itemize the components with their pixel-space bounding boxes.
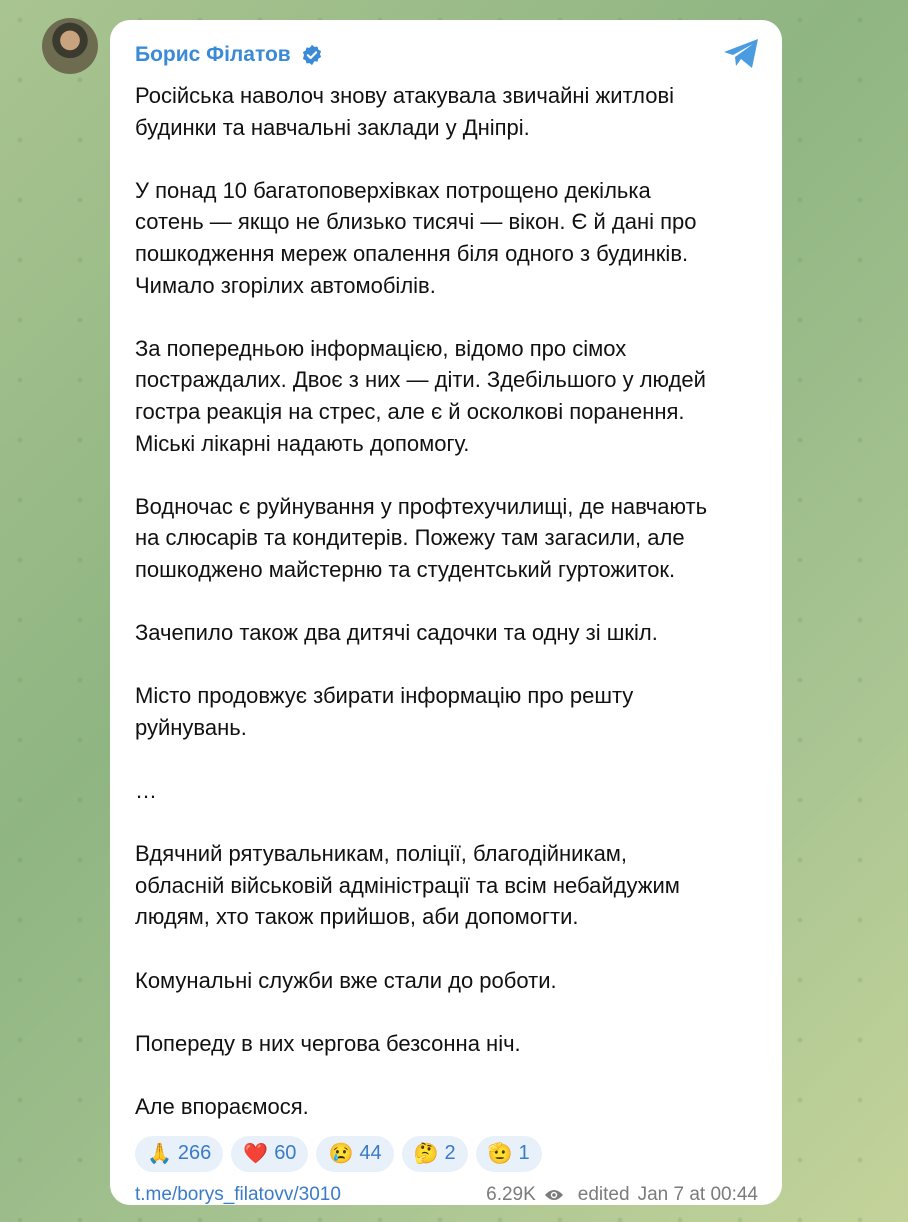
text-line: руйнувань.: [135, 714, 247, 740]
text-line: Місто продовжує збирати інформацію про решту: [135, 683, 634, 709]
message-paragraph: [135, 838, 758, 933]
text-line: пошкоджено майстерню та студентський гуртожиток.: [135, 556, 676, 582]
message-paragraph: [135, 775, 758, 807]
message-paragraph: [135, 965, 758, 997]
share-telegram-icon[interactable]: [722, 38, 760, 70]
eye-icon: [544, 1188, 564, 1202]
message-paragraph: [135, 617, 758, 649]
reaction-button[interactable]: [316, 1136, 393, 1172]
reaction-count: 2: [444, 1142, 456, 1165]
edited-label: edited: [577, 1183, 630, 1205]
message-paragraph: [135, 1028, 758, 1060]
verified-badge-icon: [301, 44, 323, 66]
text-line: гостра реакція на стрес, але є й осколкові поранення.: [135, 398, 685, 424]
reaction-button[interactable]: [135, 1136, 223, 1172]
message-bubble: [110, 20, 782, 1205]
text-line: Міські лікарні надають допомогу.: [135, 430, 470, 456]
text-line: пошкодження мереж опалення біля одного з будинків.: [135, 240, 689, 266]
text-line: Комунальні служби вже стали до роботи.: [135, 967, 557, 993]
message-date: Jan 7 at 00:44: [637, 1183, 758, 1205]
channel-avatar[interactable]: [42, 18, 98, 74]
reaction-count: 266: [177, 1142, 212, 1165]
message-meta: [486, 1184, 758, 1206]
text-line: Чимало згорілих автомобілів.: [135, 272, 436, 298]
text-line: сотень — якщо не близько тисячі — вікон. Є й дані про: [135, 209, 697, 235]
reaction-emoji-icon: 🫡: [487, 1143, 513, 1166]
reaction-button[interactable]: [402, 1136, 468, 1172]
reaction-emoji-icon: 🤔: [413, 1143, 439, 1166]
reaction-count: 1: [518, 1142, 530, 1165]
text-line: Але впораємося.: [135, 1094, 309, 1119]
reaction-button[interactable]: [231, 1136, 308, 1172]
reaction-count: 44: [359, 1142, 382, 1165]
message-paragraph: [135, 491, 758, 586]
reaction-emoji-icon: 😢: [328, 1143, 354, 1166]
message-paragraph: [135, 1091, 758, 1123]
reaction-emoji-icon: ❤️: [243, 1143, 269, 1166]
text-line: обласній військовій адміністрації та всім небайдужим: [135, 872, 680, 898]
reactions-bar: [135, 1136, 758, 1172]
reaction-emoji-icon: 🙏: [147, 1143, 172, 1166]
channel-name[interactable]: Борис Філатов: [135, 43, 291, 66]
message-paragraph: [135, 80, 758, 143]
text-line: За попередньою інформацією, відомо про сімох: [135, 335, 627, 361]
message-text: [135, 80, 758, 1123]
text-line: людям, хто також прийшов, аби допомогти.: [135, 904, 579, 930]
text-line: будинки та навчальні заклади у Дніпрі.: [135, 114, 530, 140]
text-line: Водночас є руйнування у профтехучилищі, де навчають: [135, 493, 708, 519]
text-line: Зачепило також два дитячі садочки та одну зі шкіл.: [135, 620, 658, 646]
text-line: Попереду в них чергова безсонна ніч.: [135, 1030, 521, 1056]
text-line: Російська наволоч знову атакувала звичайні житлові: [135, 83, 675, 108]
message-header: [135, 40, 758, 70]
message-paragraph: [135, 175, 758, 301]
text-line: на слюсарів та кондитерів. Пожежу там загасили, але: [135, 525, 685, 551]
view-count: 6.29K: [486, 1183, 536, 1205]
text-line: постраждалих. Двоє з них — діти. Здебільшого у людей: [135, 367, 706, 393]
text-line: У понад 10 багатоповерхівках потрощено декілька: [135, 177, 651, 203]
text-line: Вдячний рятувальникам, поліції, благодійникам,: [135, 841, 628, 867]
message-footer: [135, 1184, 758, 1206]
reaction-count: 60: [274, 1142, 297, 1165]
text-line: …: [135, 778, 157, 804]
message-paragraph: [135, 333, 758, 459]
reaction-button[interactable]: [476, 1136, 542, 1172]
message-paragraph: [135, 680, 758, 743]
post-link[interactable]: t.me/borys_filatovv/3010: [135, 1183, 341, 1205]
